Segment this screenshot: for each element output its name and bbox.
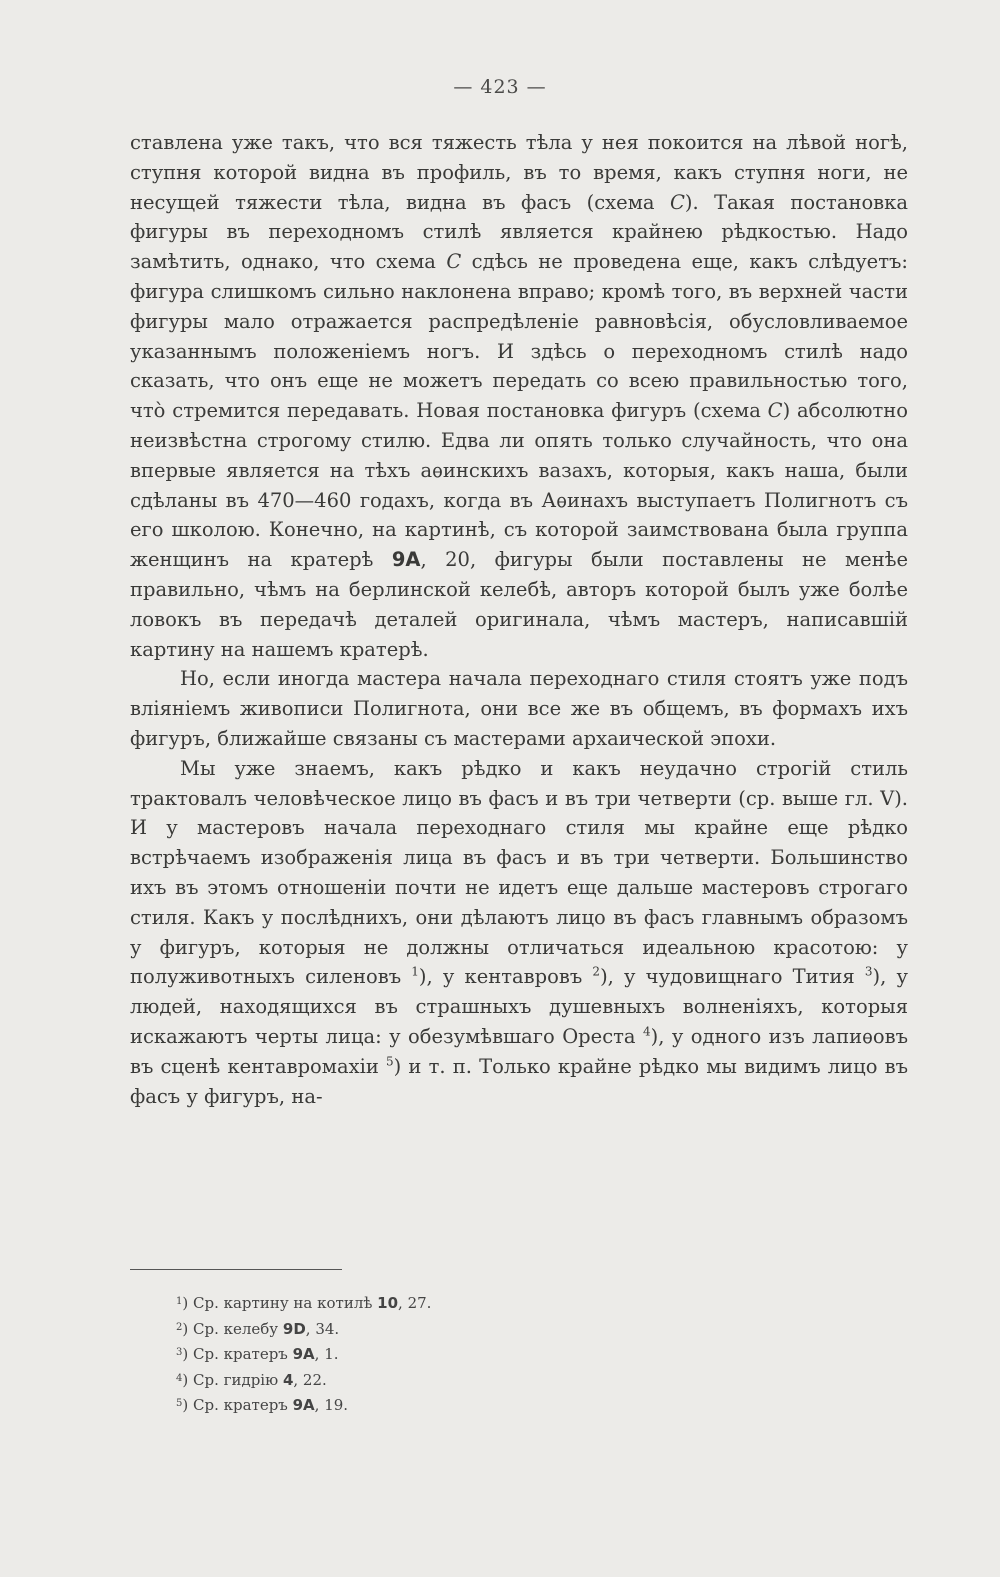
schema-letter: С [767, 399, 783, 423]
footnote-mark: 2 [176, 1321, 183, 1333]
footnote-ref: 4 [642, 1024, 651, 1039]
footnote-text: , 34. [305, 1319, 340, 1338]
text-run: ), у одного изъ лапиѳовъ въ сценѣ кентавромахіи [130, 1024, 908, 1078]
schema-letter: С [669, 190, 685, 214]
paragraph-2: Но, если иногда мастера начала переходнаго стиля стоятъ уже подъ вліяніемъ живописи Полигнота, они все же въ общемъ, въ формахъ ихъ фигуръ, ближайше связаны съ мастерами архаической эпохи. [130, 667, 908, 750]
footnote-mark: 4 [176, 1372, 183, 1384]
text-run: ), у людей, находящихся въ страшныхъ душевныхъ волненіяхъ, которыя искажаютъ черты лица: у обезумѣвшаго Ореста [130, 965, 908, 1048]
paragraph-3 [130, 754, 908, 1112]
footnote-text: , 22. [293, 1370, 327, 1389]
schema-letter: С [446, 250, 462, 274]
main-text [130, 128, 908, 1111]
footnotes [176, 1290, 676, 1418]
text-run: Мы уже знаемъ, какъ рѣдко и какъ неудачно строгій стиль трактовалъ человѣческое лицо въ фасъ и въ три четверти (ср. выше гл. V). И у мастеровъ начала переходнаго стиля мы крайне еще рѣдко встрѣчаемъ изображенія лица въ фасъ и въ три четверти. Большинство ихъ въ этомъ отношеніи почти не идетъ еще дальше мастеровъ строгаго стиля. Какъ у послѣднихъ, они дѣлаютъ лицо въ фасъ главнымъ образомъ у фигуръ, которыя не должны отличаться идеальною красотою: у полуживотныхъ силеновъ [130, 756, 908, 989]
footnote-text: , 1. [314, 1345, 339, 1363]
vase-reference: 9А [292, 1396, 315, 1414]
footnote-2 [176, 1316, 676, 1342]
footnote-ref: 1 [411, 964, 419, 979]
footnote-ref: 2 [592, 964, 601, 979]
vase-reference: 10 [377, 1294, 399, 1312]
footnote-text: , 27. [398, 1294, 432, 1312]
text-run: сдѣсь не проведена еще, какъ слѣдуетъ: фигура слишкомъ сильно наклонена вправо; кромѣ того, въ верхней части фигуры мало отражается распредѣленіе равновѣсія, обусловливаемое указаннымъ положеніемъ ногъ. И здѣсь о переходномъ стилѣ надо сказать, что онъ еще не можетъ передать со всею правильностью того, что̀ стремится передавать. Новая постановка фигуръ (схема [130, 250, 908, 423]
page-number: — 423 — [453, 76, 547, 98]
text-run: ). Такая постановка фигуры въ переходномъ стилѣ является крайнею рѣдкостью. Надо замѣтить, однако, что схема [130, 190, 908, 274]
text-run: ставлена уже такъ, что вся тяжесть тѣла у нея покоится на лѣвой ногѣ, ступня которой видна въ профиль, въ то время, какъ ступня ноги, не несущей тяжести тѣла, видна въ фасъ (схема [130, 131, 908, 214]
footnote-4 [176, 1367, 676, 1393]
paragraph-1 [130, 128, 908, 664]
footnote-mark: 3 [176, 1347, 183, 1358]
text-run: ) абсолютно неизвѣстна строгому стилю. Едва ли опять только случайность, что она впервые является на тѣхъ аѳинскихъ вазахъ, которыя, какъ наша, были сдѣланы въ 470—460 годахъ, когда въ Аѳинахъ выступаетъ Полигнотъ съ его школою. Конечно, на картинѣ, съ которой заимствована была группа женщинъ на кратерѣ [130, 399, 908, 572]
footnote-text: ) Ср. кратеръ [182, 1396, 293, 1414]
vase-reference: 9А [292, 1345, 315, 1363]
footnote-1 [176, 1290, 676, 1316]
text-run: ), у кентавровъ [418, 965, 593, 989]
footnote-5 [176, 1392, 676, 1418]
footnote-text: ) Ср. кратеръ [182, 1345, 293, 1363]
footnote-ref: 5 [386, 1054, 394, 1069]
footnote-text: , 19. [314, 1396, 349, 1414]
footnote-mark: 5 [176, 1398, 183, 1409]
footnote-mark: 1 [176, 1296, 183, 1307]
vase-reference: 9D [282, 1319, 306, 1338]
text-run: ) и т. п. Только крайне рѣдко мы видимъ лицо въ фасъ у фигуръ, на- [130, 1054, 908, 1108]
vase-reference: 4 [282, 1370, 294, 1389]
footnote-text: ) Ср. гидрію [182, 1370, 283, 1389]
text-run: ), у чудовищнаго Тития [600, 965, 865, 989]
footnote-text: ) Ср. келебу [182, 1319, 283, 1338]
footnote-3 [176, 1341, 676, 1367]
footnote-text: ) Ср. картину на котилѣ [182, 1294, 378, 1312]
footnote-ref: 3 [864, 964, 873, 979]
text-run: , 20, фигуры были поставлены не менѣе правильно, чѣмъ на берлинской келебѣ, авторъ которой былъ уже болѣе ловокъ въ передачѣ деталей оригинала, чѣмъ мастеръ, написавшій картину на нашемъ кратерѣ. [130, 548, 908, 661]
vase-reference: 9А [391, 548, 421, 572]
footnote-divider [130, 1269, 342, 1270]
